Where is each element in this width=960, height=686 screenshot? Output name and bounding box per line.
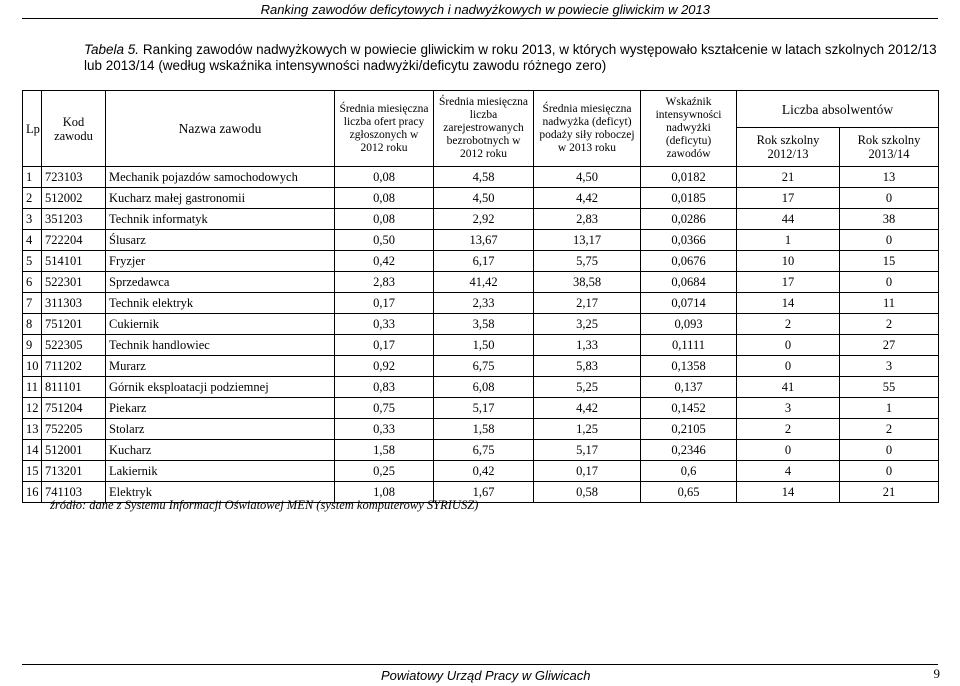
cell-nazwa: Technik elektryk bbox=[106, 293, 335, 314]
table-row bbox=[23, 314, 939, 335]
cell-nazwa: Kucharz małej gastronomii bbox=[106, 188, 335, 209]
cell-lp: 13 bbox=[23, 419, 42, 440]
header-lp: Lp bbox=[23, 91, 42, 167]
cell-nadwyzka: 4,42 bbox=[534, 398, 641, 419]
cell-kod: 751204 bbox=[42, 398, 106, 419]
cell-nazwa: Kucharz bbox=[106, 440, 335, 461]
cell-lp: 3 bbox=[23, 209, 42, 230]
table-row bbox=[23, 335, 939, 356]
cell-wskaznik: 0,0182 bbox=[641, 167, 737, 188]
cell-nazwa: Cukiernik bbox=[106, 314, 335, 335]
table-caption-text: Ranking zawodów nadwyżkowych w powiecie gliwickim w roku 2013, w których występowało kształcenie w latach szkolnych 2012/13 lub 2013/14 (według wskaźnika intensywności nadwyżki/deficytu zawodu różnego zero) bbox=[84, 42, 937, 73]
cell-bezrobotni: 13,67 bbox=[434, 230, 534, 251]
cell-rok-2013-14: 0 bbox=[840, 230, 939, 251]
cell-lp: 11 bbox=[23, 377, 42, 398]
cell-wskaznik: 0,1452 bbox=[641, 398, 737, 419]
cell-kod: 514101 bbox=[42, 251, 106, 272]
page-number: 9 bbox=[933, 666, 940, 681]
cell-rok-2012-13: 1 bbox=[737, 230, 840, 251]
cell-rok-2012-13: 41 bbox=[737, 377, 840, 398]
cell-kod: 512002 bbox=[42, 188, 106, 209]
cell-oferty: 0,17 bbox=[335, 293, 434, 314]
cell-rok-2013-14: 27 bbox=[840, 335, 939, 356]
cell-nazwa: Fryzjer bbox=[106, 251, 335, 272]
cell-nadwyzka: 5,83 bbox=[534, 356, 641, 377]
cell-nadwyzka: 38,58 bbox=[534, 272, 641, 293]
cell-nadwyzka: 1,25 bbox=[534, 419, 641, 440]
cell-rok-2013-14: 15 bbox=[840, 251, 939, 272]
cell-rok-2012-13: 21 bbox=[737, 167, 840, 188]
cell-bezrobotni: 6,75 bbox=[434, 440, 534, 461]
cell-bezrobotni: 6,17 bbox=[434, 251, 534, 272]
cell-wskaznik: 0,0366 bbox=[641, 230, 737, 251]
cell-oferty: 0,17 bbox=[335, 335, 434, 356]
cell-oferty: 1,08 bbox=[335, 482, 434, 503]
header-bezrobotni: Średnia miesięczna liczba zarejestrowanych bezrobotnych w 2012 roku bbox=[434, 91, 534, 167]
source-note: źródło: dane z Systemu Informacji Oświatowej MEN (system komputerowy SYRIUSZ) bbox=[50, 498, 479, 512]
cell-oferty: 0,08 bbox=[335, 167, 434, 188]
cell-wskaznik: 0,0286 bbox=[641, 209, 737, 230]
cell-oferty: 0,75 bbox=[335, 398, 434, 419]
table-row bbox=[23, 293, 939, 314]
cell-wskaznik: 0,1358 bbox=[641, 356, 737, 377]
table-row bbox=[23, 230, 939, 251]
table-row bbox=[23, 398, 939, 419]
page-header-title: Ranking zawodów deficytowych i nadwyżkowych w powiecie gliwickim w 2013 bbox=[260, 2, 710, 17]
cell-bezrobotni: 41,42 bbox=[434, 272, 534, 293]
cell-oferty: 0,25 bbox=[335, 461, 434, 482]
cell-nadwyzka: 4,50 bbox=[534, 167, 641, 188]
cell-rok-2012-13: 14 bbox=[737, 482, 840, 503]
cell-rok-2013-14: 38 bbox=[840, 209, 939, 230]
cell-lp: 9 bbox=[23, 335, 42, 356]
cell-rok-2013-14: 2 bbox=[840, 314, 939, 335]
cell-lp: 4 bbox=[23, 230, 42, 251]
cell-rok-2013-14: 0 bbox=[840, 272, 939, 293]
cell-lp: 2 bbox=[23, 188, 42, 209]
table-row bbox=[23, 419, 939, 440]
cell-nazwa: Piekarz bbox=[106, 398, 335, 419]
cell-bezrobotni: 5,17 bbox=[434, 398, 534, 419]
cell-oferty: 0,08 bbox=[335, 209, 434, 230]
cell-rok-2012-13: 44 bbox=[737, 209, 840, 230]
header-divider bbox=[22, 18, 938, 19]
header-wskaznik: Wskaźnik intensywności nadwyżki (deficytu) zawodów bbox=[641, 91, 737, 167]
cell-kod: 351203 bbox=[42, 209, 106, 230]
cell-wskaznik: 0,65 bbox=[641, 482, 737, 503]
cell-nadwyzka: 0,58 bbox=[534, 482, 641, 503]
cell-nazwa: Elektryk bbox=[106, 482, 335, 503]
cell-wskaznik: 0,2346 bbox=[641, 440, 737, 461]
cell-nadwyzka: 3,25 bbox=[534, 314, 641, 335]
cell-oferty: 0,83 bbox=[335, 377, 434, 398]
cell-nazwa: Sprzedawca bbox=[106, 272, 335, 293]
cell-bezrobotni: 6,75 bbox=[434, 356, 534, 377]
cell-kod: 752205 bbox=[42, 419, 106, 440]
table-body bbox=[23, 167, 939, 503]
cell-nazwa: Murarz bbox=[106, 356, 335, 377]
cell-nadwyzka: 4,42 bbox=[534, 188, 641, 209]
table-row bbox=[23, 167, 939, 188]
cell-nazwa: Technik informatyk bbox=[106, 209, 335, 230]
cell-kod: 522301 bbox=[42, 272, 106, 293]
table-row bbox=[23, 251, 939, 272]
cell-lp: 5 bbox=[23, 251, 42, 272]
cell-rok-2013-14: 21 bbox=[840, 482, 939, 503]
cell-lp: 16 bbox=[23, 482, 42, 503]
cell-nadwyzka: 5,25 bbox=[534, 377, 641, 398]
cell-nadwyzka: 2,83 bbox=[534, 209, 641, 230]
cell-nazwa: Stolarz bbox=[106, 419, 335, 440]
cell-lp: 10 bbox=[23, 356, 42, 377]
cell-rok-2012-13: 4 bbox=[737, 461, 840, 482]
cell-rok-2012-13: 17 bbox=[737, 188, 840, 209]
cell-rok-2013-14: 0 bbox=[840, 188, 939, 209]
cell-nadwyzka: 5,17 bbox=[534, 440, 641, 461]
table-row bbox=[23, 209, 939, 230]
cell-bezrobotni: 4,50 bbox=[434, 188, 534, 209]
cell-rok-2013-14: 3 bbox=[840, 356, 939, 377]
cell-rok-2012-13: 0 bbox=[737, 440, 840, 461]
cell-lp: 7 bbox=[23, 293, 42, 314]
table-row bbox=[23, 377, 939, 398]
cell-oferty: 0,50 bbox=[335, 230, 434, 251]
cell-oferty: 1,58 bbox=[335, 440, 434, 461]
cell-nazwa: Lakiernik bbox=[106, 461, 335, 482]
cell-wskaznik: 0,137 bbox=[641, 377, 737, 398]
header-rok-2013-14: Rok szkolny 2013/14 bbox=[840, 128, 939, 167]
cell-kod: 741103 bbox=[42, 482, 106, 503]
cell-wskaznik: 0,0676 bbox=[641, 251, 737, 272]
cell-bezrobotni: 2,92 bbox=[434, 209, 534, 230]
cell-nadwyzka: 5,75 bbox=[534, 251, 641, 272]
cell-rok-2013-14: 2 bbox=[840, 419, 939, 440]
cell-rok-2013-14: 0 bbox=[840, 440, 939, 461]
cell-wskaznik: 0,1111 bbox=[641, 335, 737, 356]
cell-kod: 522305 bbox=[42, 335, 106, 356]
header-nazwa-zawodu: Nazwa zawodu bbox=[106, 91, 335, 167]
cell-rok-2013-14: 13 bbox=[840, 167, 939, 188]
table-row bbox=[23, 272, 939, 293]
cell-lp: 8 bbox=[23, 314, 42, 335]
cell-rok-2012-13: 2 bbox=[737, 314, 840, 335]
cell-lp: 15 bbox=[23, 461, 42, 482]
header-liczba-absolwentow: Liczba absolwentów bbox=[737, 91, 939, 128]
cell-kod: 512001 bbox=[42, 440, 106, 461]
cell-wskaznik: 0,0185 bbox=[641, 188, 737, 209]
cell-bezrobotni: 1,67 bbox=[434, 482, 534, 503]
cell-nazwa: Ślusarz bbox=[106, 230, 335, 251]
cell-bezrobotni: 4,58 bbox=[434, 167, 534, 188]
cell-bezrobotni: 6,08 bbox=[434, 377, 534, 398]
cell-kod: 711202 bbox=[42, 356, 106, 377]
table-row bbox=[23, 188, 939, 209]
cell-nazwa: Technik handlowiec bbox=[106, 335, 335, 356]
cell-oferty: 0,33 bbox=[335, 314, 434, 335]
cell-wskaznik: 0,2105 bbox=[641, 419, 737, 440]
cell-bezrobotni: 2,33 bbox=[434, 293, 534, 314]
cell-kod: 311303 bbox=[42, 293, 106, 314]
cell-rok-2013-14: 55 bbox=[840, 377, 939, 398]
table-caption-label: Tabela 5. bbox=[84, 42, 140, 57]
cell-wskaznik: 0,0684 bbox=[641, 272, 737, 293]
header-nadwyzka: Średnia miesięczna nadwyżka (deficyt) podaży siły roboczej w 2013 roku bbox=[534, 91, 641, 167]
cell-rok-2013-14: 0 bbox=[840, 461, 939, 482]
cell-rok-2012-13: 17 bbox=[737, 272, 840, 293]
cell-oferty: 0,08 bbox=[335, 188, 434, 209]
cell-kod: 722204 bbox=[42, 230, 106, 251]
cell-nadwyzka: 13,17 bbox=[534, 230, 641, 251]
cell-rok-2012-13: 0 bbox=[737, 335, 840, 356]
cell-bezrobotni: 1,58 bbox=[434, 419, 534, 440]
cell-oferty: 0,92 bbox=[335, 356, 434, 377]
cell-lp: 12 bbox=[23, 398, 42, 419]
footer-text: Powiatowy Urząd Pracy w Gliwicach bbox=[381, 668, 591, 683]
table-row bbox=[23, 356, 939, 377]
cell-oferty: 0,42 bbox=[335, 251, 434, 272]
cell-rok-2012-13: 2 bbox=[737, 419, 840, 440]
cell-wskaznik: 0,6 bbox=[641, 461, 737, 482]
table-row bbox=[23, 440, 939, 461]
cell-lp: 6 bbox=[23, 272, 42, 293]
cell-rok-2012-13: 14 bbox=[737, 293, 840, 314]
cell-nadwyzka: 1,33 bbox=[534, 335, 641, 356]
cell-rok-2012-13: 0 bbox=[737, 356, 840, 377]
cell-lp: 14 bbox=[23, 440, 42, 461]
table-row bbox=[23, 461, 939, 482]
cell-nadwyzka: 2,17 bbox=[534, 293, 641, 314]
ranking-table bbox=[22, 90, 939, 503]
header-oferty-pracy: Średnia miesięczna liczba ofert pracy zgłoszonych w 2012 roku bbox=[335, 91, 434, 167]
cell-kod: 751201 bbox=[42, 314, 106, 335]
cell-bezrobotni: 0,42 bbox=[434, 461, 534, 482]
header-kod-zawodu: Kod zawodu bbox=[42, 91, 106, 167]
cell-wskaznik: 0,093 bbox=[641, 314, 737, 335]
cell-nazwa: Górnik eksploatacji podziemnej bbox=[106, 377, 335, 398]
cell-rok-2012-13: 3 bbox=[737, 398, 840, 419]
cell-oferty: 2,83 bbox=[335, 272, 434, 293]
cell-kod: 723103 bbox=[42, 167, 106, 188]
cell-rok-2013-14: 11 bbox=[840, 293, 939, 314]
cell-kod: 713201 bbox=[42, 461, 106, 482]
table-caption bbox=[84, 42, 944, 74]
cell-bezrobotni: 1,50 bbox=[434, 335, 534, 356]
cell-bezrobotni: 3,58 bbox=[434, 314, 534, 335]
cell-rok-2013-14: 1 bbox=[840, 398, 939, 419]
header-rok-2012-13: Rok szkolny 2012/13 bbox=[737, 128, 840, 167]
cell-nazwa: Mechanik pojazdów samochodowych bbox=[106, 167, 335, 188]
footer-divider bbox=[22, 664, 938, 665]
cell-oferty: 0,33 bbox=[335, 419, 434, 440]
cell-rok-2012-13: 10 bbox=[737, 251, 840, 272]
cell-kod: 811101 bbox=[42, 377, 106, 398]
cell-wskaznik: 0,0714 bbox=[641, 293, 737, 314]
cell-nadwyzka: 0,17 bbox=[534, 461, 641, 482]
cell-lp: 1 bbox=[23, 167, 42, 188]
